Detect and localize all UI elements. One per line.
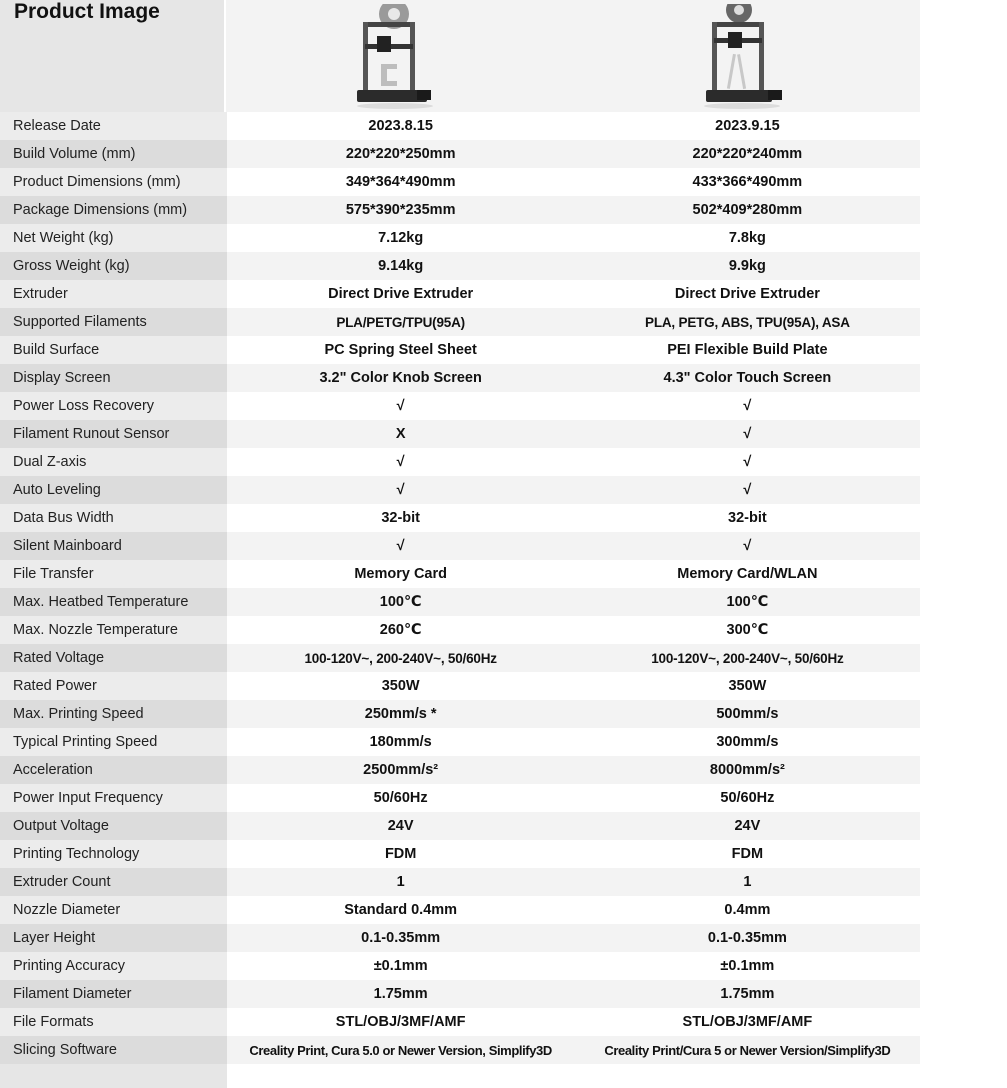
spec-value-printer-2: FDM bbox=[575, 840, 920, 868]
spec-label: Output Voltage bbox=[0, 812, 227, 840]
spec-label: Net Weight (kg) bbox=[0, 224, 227, 252]
spec-value-printer-2: 1.75mm bbox=[575, 980, 920, 1008]
spec-row bbox=[0, 980, 920, 1008]
spec-row bbox=[0, 280, 920, 308]
spec-value-printer-2: 300℃ bbox=[575, 616, 920, 644]
printer-1-image-cell bbox=[226, 0, 574, 112]
spec-value-printer-2: √ bbox=[575, 532, 920, 560]
spec-label: Silent Mainboard bbox=[0, 532, 227, 560]
spec-value-printer-2: 9.9kg bbox=[575, 252, 920, 280]
spec-label: Release Date bbox=[0, 112, 227, 140]
spec-row bbox=[0, 868, 920, 896]
printer-photo-icon bbox=[355, 4, 445, 112]
spec-value-printer-1: Creality Print, Cura 5.0 or Newer Version, Simplify3D bbox=[227, 1036, 575, 1064]
spec-value-printer-2: 220*220*240mm bbox=[575, 140, 920, 168]
spec-value-printer-2: 32-bit bbox=[575, 504, 920, 532]
spec-row bbox=[0, 840, 920, 868]
spec-value-printer-2: 500mm/s bbox=[575, 700, 920, 728]
spec-label: Build Surface bbox=[0, 336, 227, 364]
spec-value-printer-2: 350W bbox=[575, 672, 920, 700]
spec-label: Layer Height bbox=[0, 924, 227, 952]
spec-label: Slicing Software bbox=[0, 1036, 227, 1064]
spec-value-printer-2: √ bbox=[575, 420, 920, 448]
spec-value-printer-2: 8000mm/s² bbox=[575, 756, 920, 784]
spec-value-printer-1: 350W bbox=[227, 672, 575, 700]
spec-value-printer-2: 1 bbox=[575, 868, 920, 896]
spec-label: Printing Technology bbox=[0, 840, 227, 868]
spec-value-printer-1: √ bbox=[227, 476, 575, 504]
spec-label: Product Dimensions (mm) bbox=[0, 168, 227, 196]
spec-value-printer-1: 260℃ bbox=[227, 616, 575, 644]
spec-value-printer-1: √ bbox=[227, 392, 575, 420]
spec-value-printer-2: STL/OBJ/3MF/AMF bbox=[575, 1008, 920, 1036]
product-image-heading: Product Image bbox=[14, 0, 160, 23]
spec-value-printer-2: 2023.9.15 bbox=[575, 112, 920, 140]
spec-value-printer-2: Creality Print/Cura 5 or Newer Version/Simplify3D bbox=[575, 1036, 920, 1064]
spec-label: Typical Printing Speed bbox=[0, 728, 227, 756]
spec-row bbox=[0, 812, 920, 840]
product-image-row bbox=[0, 0, 920, 112]
bottom-rest-pad bbox=[227, 1064, 920, 1088]
spec-value-printer-1: Standard 0.4mm bbox=[227, 896, 575, 924]
spec-row bbox=[0, 952, 920, 980]
spec-value-printer-2: √ bbox=[575, 392, 920, 420]
spec-value-printer-2: 24V bbox=[575, 812, 920, 840]
spec-value-printer-1: 575*390*235mm bbox=[227, 196, 575, 224]
spec-value-printer-1: 180mm/s bbox=[227, 728, 575, 756]
spec-value-printer-1: 2023.8.15 bbox=[227, 112, 575, 140]
spec-value-printer-2: Memory Card/WLAN bbox=[575, 560, 920, 588]
spec-value-printer-2: 100℃ bbox=[575, 588, 920, 616]
spec-value-printer-1: Direct Drive Extruder bbox=[227, 280, 575, 308]
spec-row bbox=[0, 560, 920, 588]
spec-row bbox=[0, 504, 920, 532]
spec-value-printer-1: 250mm/s * bbox=[227, 700, 575, 728]
spec-value-printer-1: 100℃ bbox=[227, 588, 575, 616]
spec-label: Auto Leveling bbox=[0, 476, 227, 504]
spec-value-printer-1: 32-bit bbox=[227, 504, 575, 532]
spec-value-printer-1: 3.2" Color Knob Screen bbox=[227, 364, 575, 392]
printer-photo-icon bbox=[702, 4, 792, 112]
spec-value-printer-1: 0.1-0.35mm bbox=[227, 924, 575, 952]
spec-row bbox=[0, 672, 920, 700]
spec-label: Package Dimensions (mm) bbox=[0, 196, 227, 224]
spec-row bbox=[0, 1008, 920, 1036]
table-bottom-padding bbox=[0, 1064, 920, 1088]
printer-2-image-cell bbox=[574, 0, 920, 112]
spec-rows bbox=[0, 112, 920, 1064]
spec-label: Gross Weight (kg) bbox=[0, 252, 227, 280]
spec-row bbox=[0, 644, 920, 672]
spec-value-printer-2: √ bbox=[575, 476, 920, 504]
spec-value-printer-2: 100-120V~, 200-240V~, 50/60Hz bbox=[575, 644, 920, 672]
spec-label: Display Screen bbox=[0, 364, 227, 392]
spec-value-printer-2: 300mm/s bbox=[575, 728, 920, 756]
spec-row bbox=[0, 756, 920, 784]
spec-label: Printing Accuracy bbox=[0, 952, 227, 980]
spec-label: Data Bus Width bbox=[0, 504, 227, 532]
spec-value-printer-2: 0.4mm bbox=[575, 896, 920, 924]
spec-row bbox=[0, 252, 920, 280]
spec-value-printer-2: 502*409*280mm bbox=[575, 196, 920, 224]
spec-value-printer-1: √ bbox=[227, 448, 575, 476]
spec-label: Power Loss Recovery bbox=[0, 392, 227, 420]
spec-value-printer-2: PEI Flexible Build Plate bbox=[575, 336, 920, 364]
spec-label: Nozzle Diameter bbox=[0, 896, 227, 924]
spec-row bbox=[0, 308, 920, 336]
spec-value-printer-1: 50/60Hz bbox=[227, 784, 575, 812]
spec-value-printer-1: 2500mm/s² bbox=[227, 756, 575, 784]
spec-label: Dual Z-axis bbox=[0, 448, 227, 476]
spec-value-printer-2: 4.3" Color Touch Screen bbox=[575, 364, 920, 392]
spec-value-printer-2: √ bbox=[575, 448, 920, 476]
spec-row bbox=[0, 784, 920, 812]
spec-row bbox=[0, 532, 920, 560]
spec-label: Supported Filaments bbox=[0, 308, 227, 336]
spec-row bbox=[0, 196, 920, 224]
spec-value-printer-1: Memory Card bbox=[227, 560, 575, 588]
spec-value-printer-1: 349*364*490mm bbox=[227, 168, 575, 196]
spec-value-printer-2: Direct Drive Extruder bbox=[575, 280, 920, 308]
spec-row bbox=[0, 728, 920, 756]
spec-value-printer-1: 9.14kg bbox=[227, 252, 575, 280]
spec-value-printer-1: STL/OBJ/3MF/AMF bbox=[227, 1008, 575, 1036]
spec-label: Rated Voltage bbox=[0, 644, 227, 672]
spec-label: Max. Nozzle Temperature bbox=[0, 616, 227, 644]
spec-value-printer-1: √ bbox=[227, 532, 575, 560]
spec-label: File Formats bbox=[0, 1008, 227, 1036]
spec-value-printer-2: PLA, PETG, ABS, TPU(95A), ASA bbox=[575, 308, 920, 336]
spec-value-printer-1: PC Spring Steel Sheet bbox=[227, 336, 575, 364]
spec-row bbox=[0, 588, 920, 616]
spec-row bbox=[0, 700, 920, 728]
product-image-label-cell bbox=[0, 0, 224, 112]
spec-row bbox=[0, 448, 920, 476]
bottom-label-pad bbox=[0, 1064, 227, 1088]
spec-row bbox=[0, 140, 920, 168]
spec-label: Filament Runout Sensor bbox=[0, 420, 227, 448]
spec-label: Rated Power bbox=[0, 672, 227, 700]
spec-value-printer-2: ±0.1mm bbox=[575, 952, 920, 980]
spec-row bbox=[0, 168, 920, 196]
spec-label: Extruder Count bbox=[0, 868, 227, 896]
spec-value-printer-1: 24V bbox=[227, 812, 575, 840]
spec-label: Power Input Frequency bbox=[0, 784, 227, 812]
spec-value-printer-1: 1.75mm bbox=[227, 980, 575, 1008]
spec-row bbox=[0, 392, 920, 420]
spec-label: Filament Diameter bbox=[0, 980, 227, 1008]
spec-value-printer-1: 7.12kg bbox=[227, 224, 575, 252]
spec-value-printer-1: FDM bbox=[227, 840, 575, 868]
spec-row bbox=[0, 364, 920, 392]
spec-value-printer-2: 0.1-0.35mm bbox=[575, 924, 920, 952]
spec-value-printer-2: 433*366*490mm bbox=[575, 168, 920, 196]
spec-row bbox=[0, 336, 920, 364]
spec-label: File Transfer bbox=[0, 560, 227, 588]
spec-value-printer-2: 7.8kg bbox=[575, 224, 920, 252]
spec-value-printer-1: PLA/PETG/TPU(95A) bbox=[227, 308, 575, 336]
spec-value-printer-1: 100-120V~, 200-240V~, 50/60Hz bbox=[227, 644, 575, 672]
spec-row bbox=[0, 476, 920, 504]
spec-row bbox=[0, 112, 920, 140]
spec-value-printer-2: 50/60Hz bbox=[575, 784, 920, 812]
spec-row bbox=[0, 616, 920, 644]
spec-row bbox=[0, 420, 920, 448]
spec-value-printer-1: ±0.1mm bbox=[227, 952, 575, 980]
spec-value-printer-1: 220*220*250mm bbox=[227, 140, 575, 168]
spec-label: Extruder bbox=[0, 280, 227, 308]
spec-label: Max. Printing Speed bbox=[0, 700, 227, 728]
spec-label: Max. Heatbed Temperature bbox=[0, 588, 227, 616]
spec-row bbox=[0, 924, 920, 952]
spec-value-printer-1: X bbox=[227, 420, 575, 448]
spec-row bbox=[0, 224, 920, 252]
spec-label: Build Volume (mm) bbox=[0, 140, 227, 168]
spec-row bbox=[0, 1036, 920, 1064]
spec-label: Acceleration bbox=[0, 756, 227, 784]
spec-row bbox=[0, 896, 920, 924]
spec-value-printer-1: 1 bbox=[227, 868, 575, 896]
